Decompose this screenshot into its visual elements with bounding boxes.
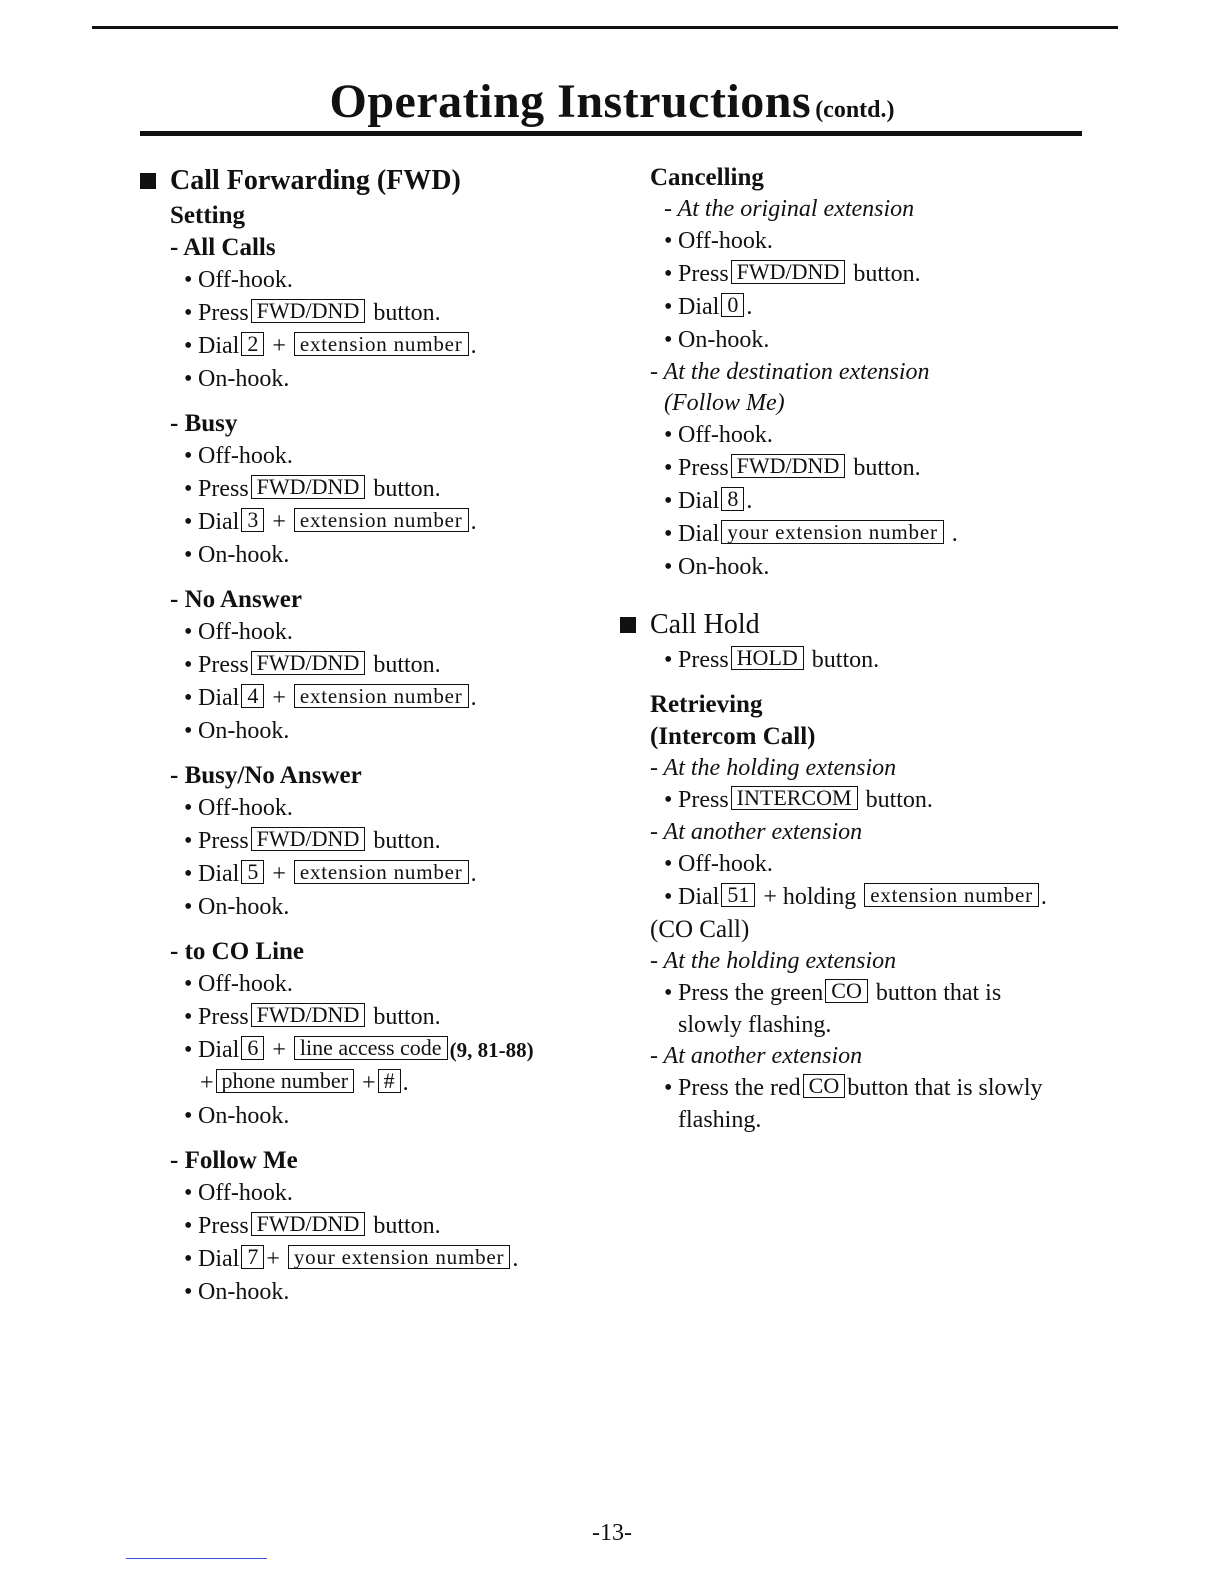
- page-header: [0, 74, 1224, 129]
- slowly-flashing-text: slowly flashing.: [678, 1012, 832, 1038]
- phone-number-key: phone number: [216, 1069, 354, 1093]
- title-rule: [140, 131, 1082, 136]
- key-6: 6: [241, 1036, 264, 1060]
- title-suffix: (contd.): [815, 97, 895, 123]
- at-original-heading: - At the original extension: [664, 196, 915, 222]
- step-on-hook: • On-hook.: [184, 1103, 290, 1129]
- flashing-text: flashing.: [678, 1107, 762, 1133]
- step-dial: • Dial 3 + extension number .: [184, 507, 477, 535]
- fwd-dnd-key: FWD/DND: [731, 454, 846, 478]
- page-number: -13-: [592, 1520, 632, 1546]
- step-off-hook: • Off-hook.: [664, 851, 773, 877]
- hash-key: #: [378, 1069, 401, 1093]
- busy-heading: - Busy: [170, 410, 238, 437]
- intercom-key: INTERCOM: [731, 786, 858, 810]
- key-51: 51: [721, 883, 755, 907]
- no-answer-steps: [170, 616, 610, 748]
- call-forwarding-body: [140, 200, 610, 1309]
- step-off-hook: • Off-hook.: [184, 443, 293, 469]
- step-dial: • Dial 4 + extension number .: [184, 683, 477, 711]
- page-title: Operating Instructions: [329, 75, 812, 128]
- step-press-red-co: • Press the red CO button that is slowly: [664, 1073, 1043, 1101]
- intercom-call-heading: (Intercom Call): [650, 723, 816, 750]
- step-off-hook: • Off-hook.: [184, 971, 293, 997]
- step-off-hook: • Off-hook.: [184, 267, 293, 293]
- follow-me-paren: (Follow Me): [664, 390, 785, 416]
- line-access-codes-note: (9, 81-88): [449, 1038, 534, 1062]
- step-press-fwd: • Press FWD/DND button.: [184, 1211, 441, 1239]
- extension-number-key: extension number: [294, 860, 469, 884]
- co-key: CO: [825, 979, 868, 1003]
- step-on-hook: • On-hook.: [664, 327, 770, 353]
- key-8: 8: [721, 487, 744, 511]
- fwd-dnd-key: FWD/DND: [251, 827, 366, 851]
- fwd-dnd-key: FWD/DND: [251, 299, 366, 323]
- step-off-hook: • Off-hook.: [664, 422, 773, 448]
- co-call-heading: (CO Call): [650, 916, 750, 943]
- step-press-fwd: • Press FWD/DND button.: [184, 298, 441, 326]
- left-column: [140, 162, 610, 1309]
- step-press-fwd: • Press FWD/DND button.: [184, 1002, 441, 1030]
- step-press-fwd: • Press FWD/DND button.: [184, 474, 441, 502]
- step-press-fwd: • Press FWD/DND button.: [184, 650, 441, 678]
- step-on-hook: • On-hook.: [664, 554, 770, 580]
- fwd-dnd-key: FWD/DND: [251, 1003, 366, 1027]
- key-0: 0: [721, 293, 744, 317]
- at-destination-heading: - At the destination extension: [650, 359, 930, 385]
- at-holding-heading: - At the holding extension: [650, 948, 897, 974]
- to-co-line-heading: - to CO Line: [170, 938, 305, 965]
- retrieving-heading: Retrieving: [650, 691, 763, 718]
- cancelling-heading: Cancelling: [650, 164, 764, 191]
- your-extension-number-key: your extension number: [288, 1245, 510, 1269]
- call-hold-body: [620, 644, 1100, 1136]
- cancelling-block: [620, 162, 1100, 584]
- step-press-fwd: • Press FWD/DND button.: [664, 259, 921, 287]
- step-off-hook: • Off-hook.: [184, 795, 293, 821]
- busy-no-answer-steps: [170, 792, 610, 924]
- busy-no-answer-heading: - Busy/No Answer: [170, 762, 362, 789]
- section-call-forwarding: Call Forwarding (FWD): [140, 162, 610, 200]
- step-press-intercom: • Press INTERCOM button.: [664, 785, 933, 813]
- step-dial: • Dial 7 + your extension number .: [184, 1244, 519, 1272]
- key-3: 3: [241, 508, 264, 532]
- step-dial: • Dial 6 + line access code (9, 81-88): [184, 1035, 534, 1063]
- at-another-heading: - At another extension: [650, 1043, 863, 1069]
- step-dial-continued: + phone number + # .: [200, 1068, 409, 1096]
- square-bullet-icon: [620, 617, 636, 633]
- all-calls-heading: - All Calls: [170, 234, 276, 261]
- step-dial: • Dial 8 .: [664, 486, 753, 514]
- key-5: 5: [241, 860, 264, 884]
- extension-number-key: extension number: [294, 684, 469, 708]
- key-4: 4: [241, 684, 264, 708]
- step-dial: • Dial 2 + extension number .: [184, 331, 477, 359]
- section-call-hold: Call Hold: [620, 606, 1100, 644]
- co-key: CO: [803, 1074, 846, 1098]
- hold-key: HOLD: [731, 646, 804, 670]
- extension-number-key: extension number: [294, 332, 469, 356]
- follow-me-heading: - Follow Me: [170, 1147, 298, 1174]
- step-press-fwd: • Press FWD/DND button.: [184, 826, 441, 854]
- step-on-hook: • On-hook.: [184, 1279, 290, 1305]
- fwd-dnd-key: FWD/DND: [251, 475, 366, 499]
- follow-me-steps: [170, 1177, 610, 1309]
- step-press-fwd: • Press FWD/DND button.: [664, 453, 921, 481]
- key-7: 7: [241, 1245, 264, 1269]
- to-co-line-steps: [170, 968, 610, 1133]
- step-dial-holding: • Dial 51 + holding extension number .: [664, 882, 1047, 910]
- setting-heading: Setting: [170, 202, 245, 229]
- no-answer-heading: - No Answer: [170, 586, 302, 613]
- cancel-original-steps: [650, 225, 1100, 357]
- extension-number-key: extension number: [294, 508, 469, 532]
- step-on-hook: • On-hook.: [184, 366, 290, 392]
- step-off-hook: • Off-hook.: [184, 619, 293, 645]
- key-2: 2: [241, 332, 264, 356]
- your-extension-number-key: your extension number: [721, 520, 943, 544]
- busy-steps: [170, 440, 610, 572]
- right-column: [620, 162, 1100, 1136]
- step-off-hook: • Off-hook.: [184, 1180, 293, 1206]
- fwd-dnd-key: FWD/DND: [251, 651, 366, 675]
- step-dial-your-extension: • Dial your extension number .: [664, 520, 958, 547]
- all-calls-steps: [170, 264, 610, 396]
- step-dial: • Dial 5 + extension number .: [184, 859, 477, 887]
- at-another-heading: - At another extension: [650, 819, 863, 845]
- bottom-link-line: [126, 1558, 267, 1559]
- step-on-hook: • On-hook.: [184, 894, 290, 920]
- fwd-dnd-key: FWD/DND: [251, 1212, 366, 1236]
- step-off-hook: • Off-hook.: [664, 228, 773, 254]
- square-bullet-icon: [140, 173, 156, 189]
- step-dial: • Dial 0 .: [664, 292, 753, 320]
- fwd-dnd-key: FWD/DND: [731, 260, 846, 284]
- top-rule: [92, 26, 1118, 29]
- extension-number-key: extension number: [864, 883, 1039, 907]
- cancel-destination-steps: [650, 419, 1100, 584]
- step-press-hold: • Press HOLD button.: [664, 645, 880, 673]
- step-on-hook: • On-hook.: [184, 718, 290, 744]
- step-on-hook: • On-hook.: [184, 542, 290, 568]
- line-access-code-key: line access code: [294, 1036, 448, 1060]
- at-holding-heading: - At the holding extension: [650, 755, 897, 781]
- step-press-green-co: • Press the green CO button that is: [664, 978, 1002, 1006]
